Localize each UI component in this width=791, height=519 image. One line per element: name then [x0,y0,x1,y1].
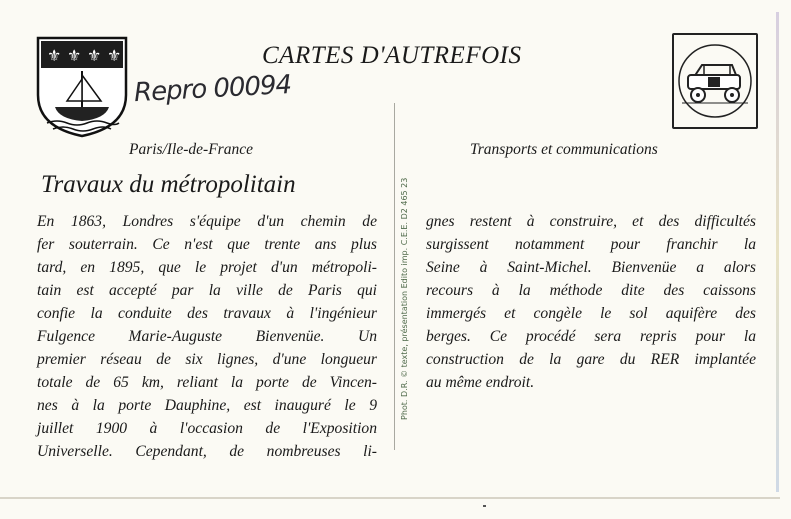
text-line: gnes restent à construire, et des difficultés [426,213,756,230]
header-title: CARTES D'AUTREFOIS [262,42,522,69]
svg-text:⚜: ⚜ [107,46,122,65]
text-line: Seine à Saint-Michel. Bienvenüe a alors [426,259,756,276]
text-line: fer souterrain. Ce n'est que trente ans plus [37,236,377,253]
print-speck [483,505,486,507]
category-subtitle: Transports et communications [470,141,658,158]
text-line: recours à la méthode dite des caissons [426,282,756,299]
text-line: tain est accepté par la ville de Paris qui [37,282,377,299]
text-line: Universelle. Cependant, de nombreuses li- [37,443,377,460]
text-line: Fulgence Marie-Auguste Bienvenüe. Un [37,328,377,345]
text-line: au même endroit. [426,374,535,391]
text-line: tard, en 1895, que le projet d'un métropoli- [37,259,377,276]
card-edge-bottom [0,497,780,499]
text-line: nes à la porte Dauphine, est inauguré le 9 [37,397,377,414]
article-text-left [37,210,377,463]
text-line: construction de la gare du RER implantée [426,351,756,368]
text-line: totale de 65 km, reliant la porte de Vincen- [37,374,377,391]
svg-text:⚜: ⚜ [47,46,62,65]
text-line: surgissent notamment pour franchir la [426,236,756,253]
text-line: En 1863, Londres s'équipe d'un chemin de [37,213,377,230]
region-subtitle: Paris/Ile-de-France [129,141,253,158]
photo-credit: Phot. D.R. © texte, présentation Edito imp. C.E.E. D2 465 23 [400,177,409,420]
text-line: berges. Ce procédé sera repris pour la [426,328,756,345]
vintage-car-stamp-icon [672,33,758,129]
article-text-right [426,210,756,394]
article-title: Travaux du métropolitain [41,171,296,198]
paris-coat-of-arms-icon [35,35,129,139]
card-edge-right [776,12,779,492]
text-line: premier réseau de six lignes, d'une longueur [37,351,377,368]
svg-text:⚜: ⚜ [87,46,102,65]
text-line: immergés et congèle le sol aquifère des [426,305,756,322]
svg-text:⚜: ⚜ [67,46,82,65]
text-line: juillet 1900 à l'occasion de l'Exposition [37,420,377,437]
handwritten-note: Repro 00094 [133,69,292,109]
column-divider [394,103,395,450]
text-line: confie la conduite des travaux à l'ingénieur [37,305,377,322]
